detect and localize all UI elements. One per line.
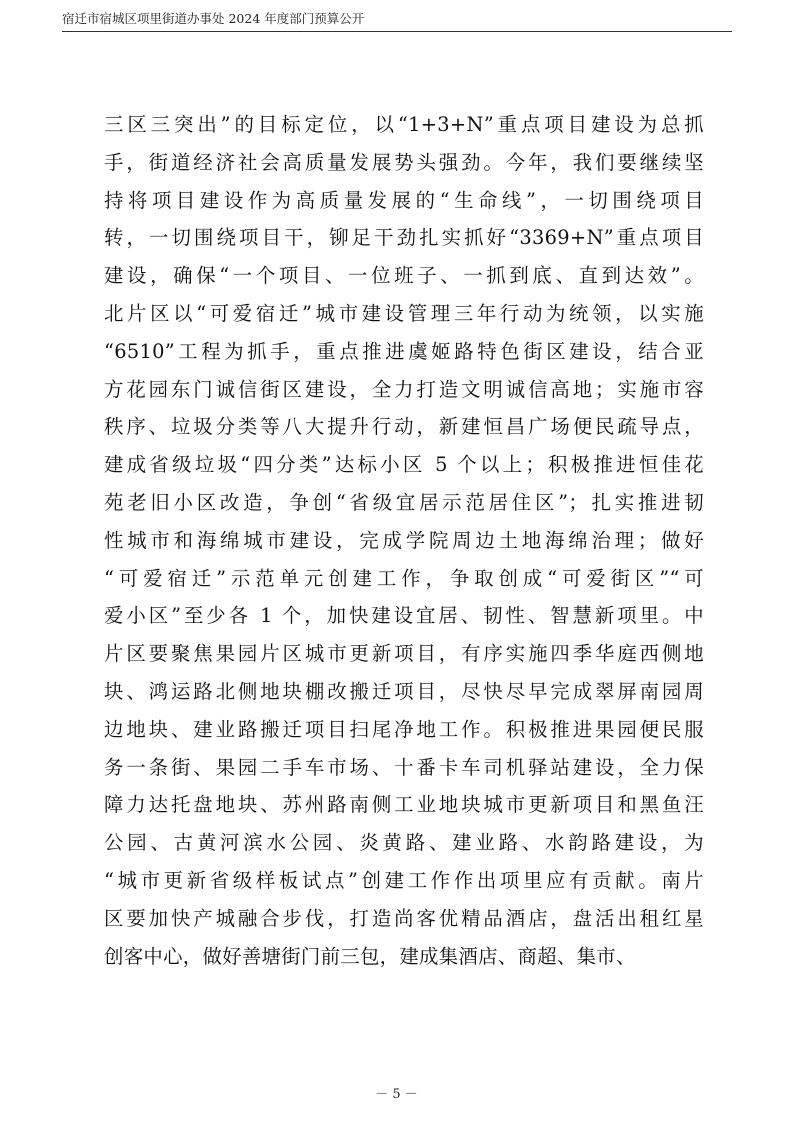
text-line: 持将项目建设作为高质量发展的“生命线”，一切围绕项目 [104, 188, 704, 212]
text-line: 建设，确保“一个项目、一位班子、一抓到底、直到达效”。 [104, 264, 704, 288]
text-line: 建成省级垃圾“四分类”达标小区 5 个以上；积极推进恒佳花 [104, 453, 704, 477]
text-line: 务一条街、果园二手车市场、十番卡车司机驿站建设，全力保 [104, 755, 704, 779]
text-line: 方花园东门诚信街区建设，全力打造文明诚信高地；实施市容 [104, 377, 704, 401]
text-line: 片区要聚焦果园片区城市更新项目，有序实施四季华庭西侧地 [104, 642, 704, 666]
text-line: 转，一切围绕项目干，铆足干劲扎实抓好“3369+N”重点项目 [104, 226, 704, 250]
text-line: 北片区以“可爱宿迁”城市建设管理三年行动为统领，以实施 [104, 301, 704, 325]
text-line: 边地块、建业路搬迁项目扫尾净地工作。积极推进果园便民服 [104, 717, 704, 741]
header-divider [62, 31, 732, 32]
text-line: 创客中心，做好善塘街门前三包，建成集酒店、商超、集市、 [104, 944, 636, 968]
text-line: “可爱宿迁”示范单元创建工作，争取创成“可爱街区”“可 [104, 566, 704, 590]
running-header: 宿迁市宿城区项里街道办事处 2024 年度部门预算公开 [62, 11, 365, 26]
text-line: 性城市和海绵城市建设，完成学院周边土地海绵治理；做好 [104, 528, 704, 552]
page-number: － 5 － [375, 1087, 418, 1102]
text-line: 公园、古黄河滨水公园、炎黄路、建业路、水韵路建设，为 [104, 831, 704, 855]
text-line: 块、鸿运路北侧地块棚改搬迁项目，尽快尽早完成翠屏南园周 [104, 679, 704, 703]
text-line: 区要加快产城融合步伐，打造尚客优精品酒店，盘活出租红星 [104, 906, 704, 930]
text-line: “6510”工程为抓手，重点推进虞姬路特色街区建设，结合亚 [104, 339, 704, 363]
text-line: “城市更新省级样板试点”创建工作作出项里应有贡献。南片 [104, 868, 704, 892]
text-line: 爱小区”至少各 1 个，加快建设宜居、韧性、智慧新项里。中 [104, 604, 704, 628]
text-line: 三区三突出”的目标定位，以“1+3+N”重点项目建设为总抓 [104, 113, 704, 136]
body-text [104, 106, 704, 975]
text-line: 秩序、垃圾分类等八大提升行动，新建恒昌广场便民疏导点， [104, 415, 704, 439]
text-line: 手，街道经济社会高质量发展势头强劲。今年，我们要继续坚 [104, 150, 704, 174]
text-line: 苑老旧小区改造，争创“省级宜居示范居住区”；扎实推进韧 [104, 490, 704, 514]
text-line: 障力达托盘地块、苏州路南侧工业地块城市更新项目和黑鱼汪 [104, 793, 704, 817]
